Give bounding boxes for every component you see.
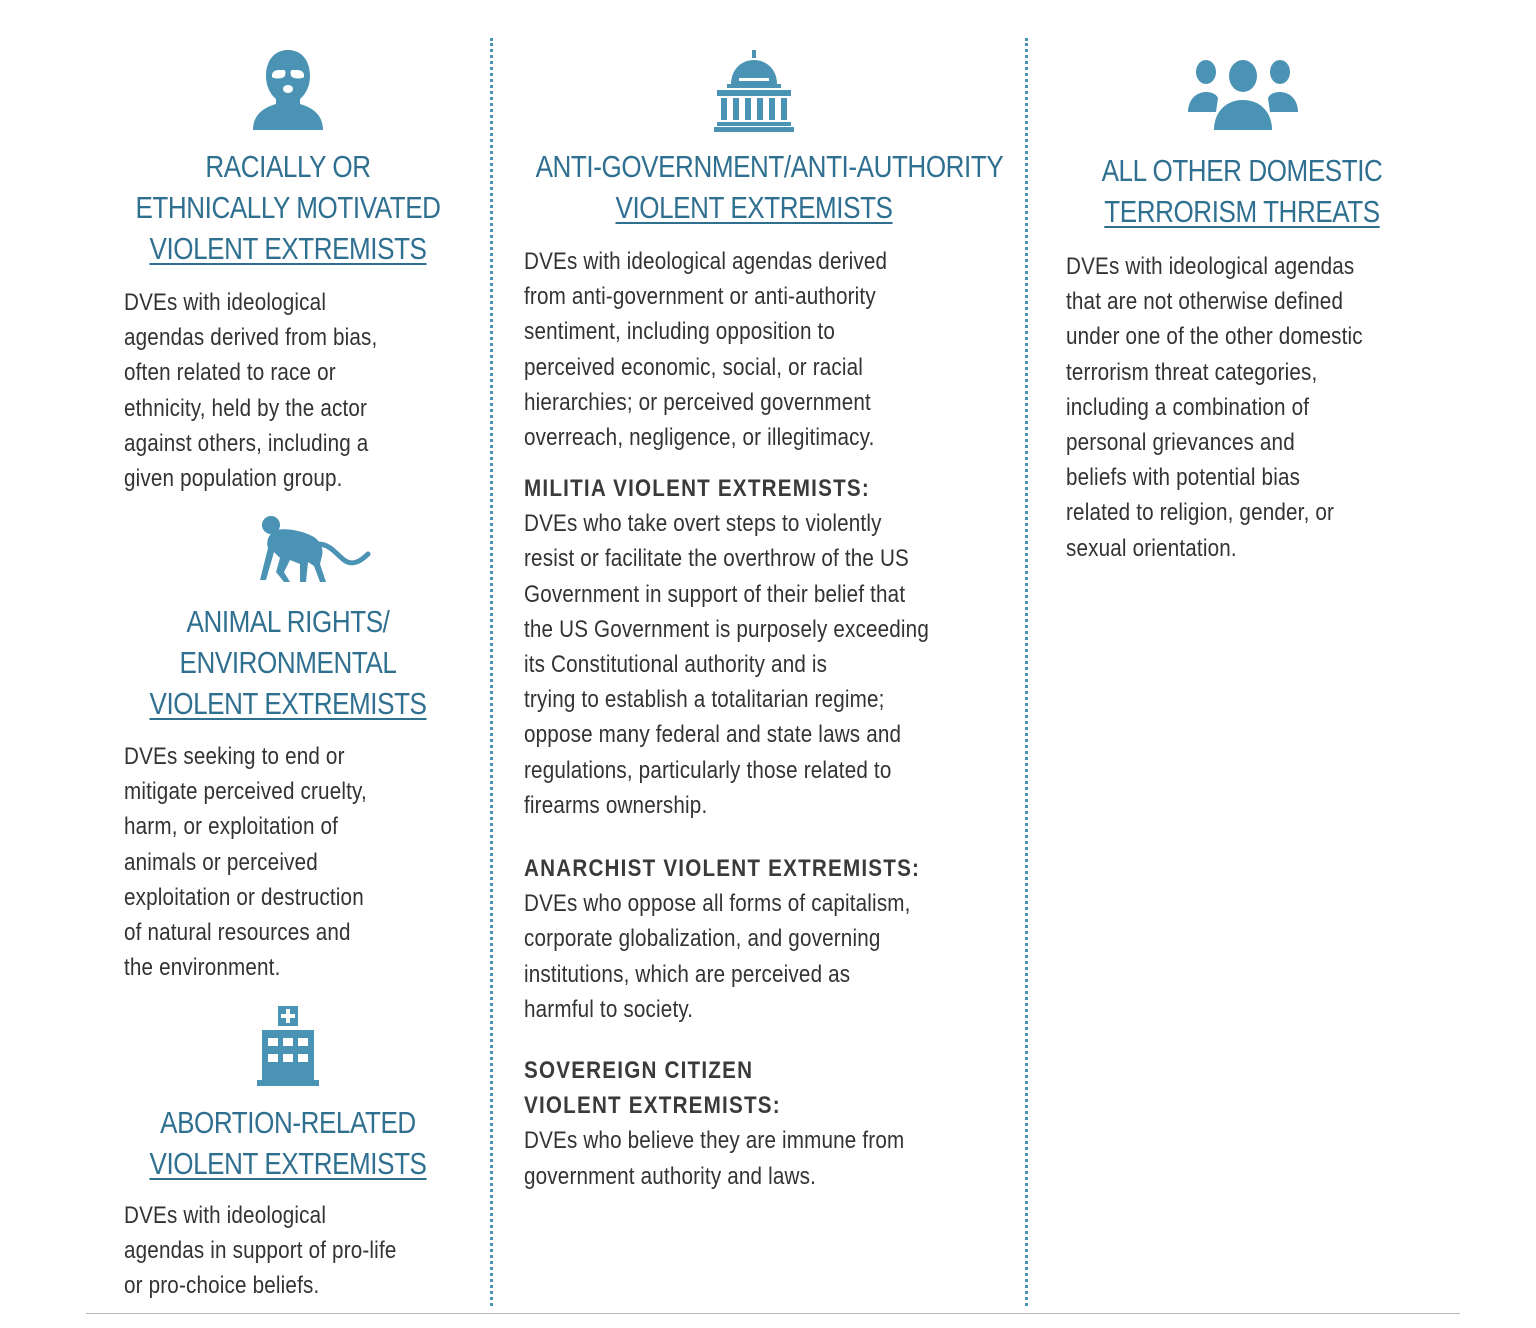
heading-line: VIOLENT EXTREMISTS (615, 190, 893, 225)
body-line: DVEs with ideological agendas (1066, 253, 1355, 280)
heading-line: ALL OTHER DOMESTIC (1101, 153, 1383, 188)
body-line: regulations, particularly those related to (524, 756, 892, 784)
section-heading-anti-government (535, 146, 1004, 228)
body-line: sentiment, including opposition to (524, 318, 836, 346)
heading-line: ENVIRONMENTAL (179, 645, 397, 680)
body-line: against others, including a (124, 429, 369, 457)
subsection-anarchist (524, 851, 920, 1027)
heading-line: VIOLENT EXTREMISTS (149, 231, 427, 266)
body-line: that are not otherwise defined (1066, 288, 1344, 316)
section-body-all-other-threats (1066, 249, 1363, 566)
heading-line: ANIMAL RIGHTS/ (186, 604, 390, 639)
section-body-animal-rights (124, 739, 367, 985)
body-line: often related to race or (124, 359, 336, 387)
subsection-title: MILITIA VIOLENT EXTREMISTS: (524, 475, 870, 502)
body-line: harm, or exploitation of (124, 813, 339, 841)
body-line: DVEs who take overt steps to violently (524, 510, 882, 538)
body-line: related to religion, gender, or (1066, 499, 1335, 527)
body-line: agendas in support of pro-life (124, 1237, 397, 1265)
subsection-sovereign-citizen (524, 1053, 904, 1194)
heading-line: VIOLENT EXTREMISTS (149, 686, 427, 721)
subsection-title: ANARCHIST VIOLENT EXTREMISTS: (524, 855, 921, 882)
body-line: its Constitutional authority and is (524, 651, 828, 679)
heading-line: TERRORISM THREATS (1104, 194, 1380, 229)
body-line: including a combination of (1066, 393, 1310, 421)
body-line: perceived economic, social, or racial (524, 353, 864, 381)
section-heading-abortion-related (120, 1102, 456, 1184)
body-line: harmful to society. (524, 995, 694, 1023)
section-body-abortion-related (124, 1198, 397, 1304)
section-heading-animal-rights (120, 601, 456, 724)
body-line: the US Government is purposely exceeding (524, 615, 929, 643)
body-line: under one of the other domestic (1066, 323, 1363, 351)
body-line: DVEs who believe they are immune from (524, 1127, 905, 1155)
group-of-people-icon (1186, 56, 1300, 130)
capitol-building-icon (713, 48, 795, 132)
body-line: exploitation or destruction (124, 883, 364, 911)
body-line: hierarchies; or perceived government (524, 388, 871, 416)
section-body-anti-government (524, 244, 887, 455)
column-divider-right (1025, 38, 1028, 1306)
monkey-icon (256, 514, 372, 586)
column-divider-left (490, 38, 493, 1306)
body-line: terrorism threat categories, (1066, 358, 1318, 386)
body-line: personal grievances and (1066, 429, 1295, 457)
body-line: firearms ownership. (524, 791, 708, 819)
hospital-building-icon (256, 1004, 320, 1086)
body-line: mitigate perceived cruelty, (124, 778, 367, 806)
section-heading-racially-motivated (120, 146, 456, 269)
body-line: corporate globalization, and governing (524, 925, 881, 953)
body-line: DVEs seeking to end or (124, 743, 345, 770)
bottom-rule (86, 1313, 1460, 1314)
body-line: from anti-government or anti-authority (524, 283, 876, 311)
body-line: the environment. (124, 954, 281, 982)
heading-line: ABORTION-RELATED (160, 1105, 416, 1140)
heading-line: RACIALLY OR (205, 149, 371, 184)
body-line: animals or perceived (124, 848, 318, 876)
body-line: given population group. (124, 465, 343, 493)
body-line: ethnicity, held by the actor (124, 394, 368, 422)
subsection-militia (524, 471, 929, 823)
section-heading-all-other-threats (1074, 150, 1410, 232)
heading-line: VIOLENT EXTREMISTS (149, 1146, 427, 1181)
body-line: DVEs with ideological (124, 289, 327, 316)
body-line: of natural resources and (124, 919, 351, 947)
body-line: oppose many federal and state laws and (524, 721, 902, 749)
body-line: DVEs who oppose all forms of capitalism, (524, 890, 911, 918)
heading-line: ETHNICALLY MOTIVATED (135, 190, 441, 225)
body-line: government authority and laws. (524, 1162, 816, 1190)
heading-line: ANTI-GOVERNMENT/ANTI-AUTHORITY (535, 149, 1004, 184)
body-line: Government in support of their belief that (524, 580, 906, 608)
body-line: trying to establish a totalitarian regime; (524, 686, 885, 714)
body-line: institutions, which are perceived as (524, 960, 851, 988)
body-line: DVEs with ideological agendas derived (524, 248, 888, 275)
body-line: sexual orientation. (1066, 534, 1237, 562)
subsection-title: SOVEREIGN CITIZEN (524, 1057, 754, 1084)
body-line: resist or facilitate the overthrow of the US (524, 545, 909, 573)
masked-person-icon (250, 48, 326, 130)
body-line: beliefs with potential bias (1066, 464, 1301, 492)
body-line: DVEs with ideological (124, 1202, 327, 1229)
body-line: overreach, negligence, or illegitimacy. (524, 424, 875, 452)
section-body-racially-motivated (124, 285, 377, 496)
subsection-title: VIOLENT EXTREMISTS: (524, 1092, 781, 1120)
body-line: or pro-choice beliefs. (124, 1272, 320, 1300)
body-line: agendas derived from bias, (124, 324, 378, 352)
